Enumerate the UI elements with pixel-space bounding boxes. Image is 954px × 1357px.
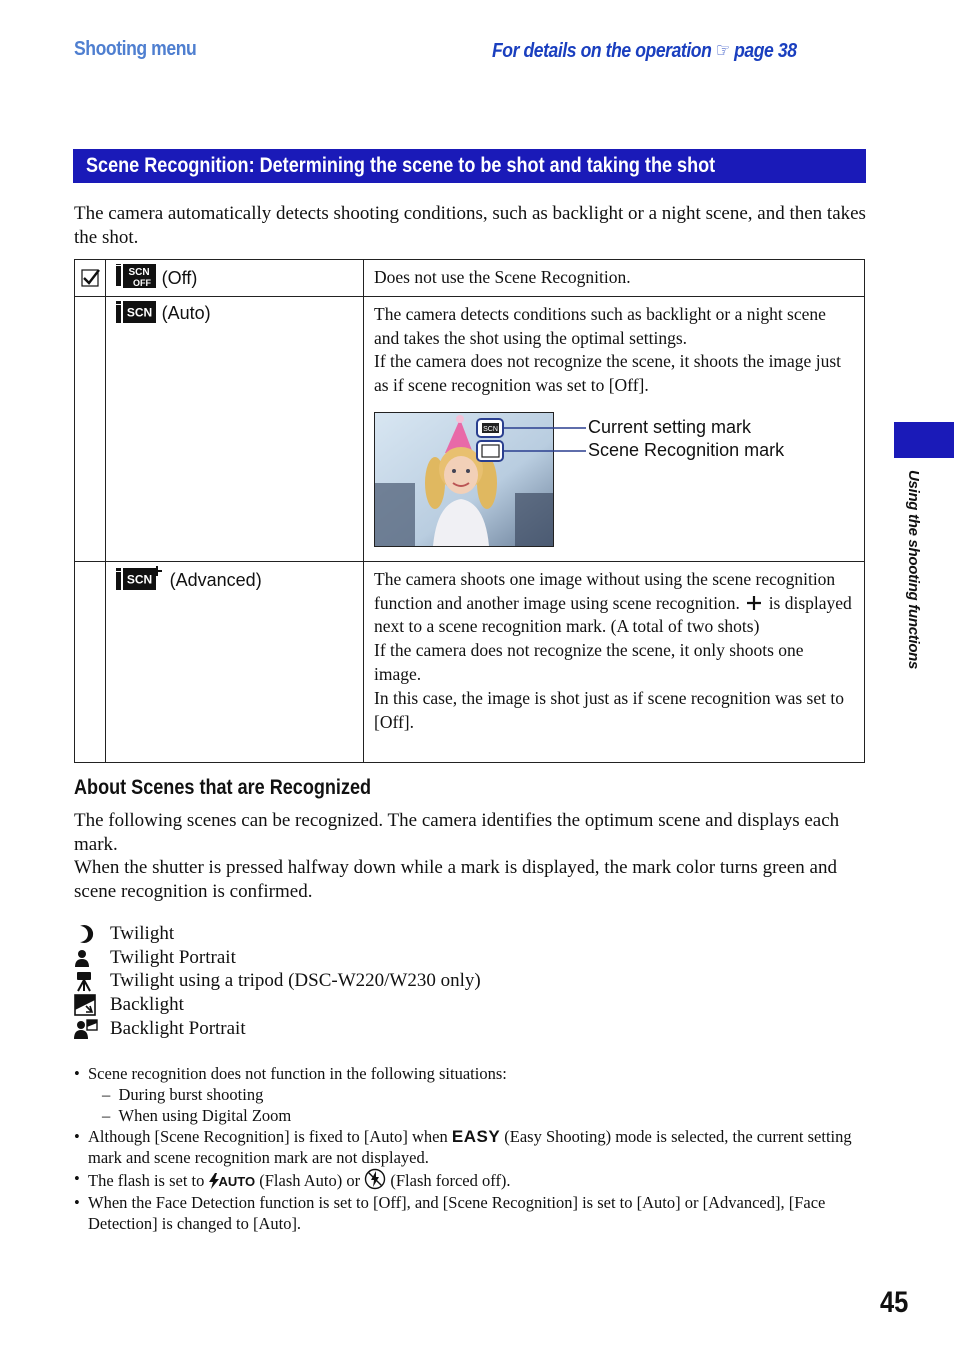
option-desc-auto: The camera detects conditions such as backlight or a night scene and takes the shot using the optimal settings. If the camera does not recognize the scene, it shoots the image just as if scene recognition was set to [Off]. SCN Current setting mark Scene Recognition mark xyxy=(364,296,865,561)
easy-mode-icon: EASY xyxy=(451,1127,501,1146)
list-item: Backlight xyxy=(74,993,481,1017)
option-name-auto: SCN (Auto) xyxy=(105,296,363,561)
option-name-off: SCN OFF (Off) xyxy=(105,260,363,297)
list-item: Twilight xyxy=(74,922,481,946)
note-sub-item: – When using Digital Zoom xyxy=(102,1106,292,1125)
sidebar-tab-marker xyxy=(894,422,954,458)
scene-recognition-mark-label: Scene Recognition mark xyxy=(588,439,785,460)
plus-icon xyxy=(744,595,764,611)
note-1: • Scene recognition does not function in the following situations: – During burst shooting – When using Digital Zoom xyxy=(74,1063,874,1126)
backlight-portrait-icon xyxy=(74,1018,98,1040)
note-4: • When the Face Detection function is set to [Off], and [Scene Recognition] is set to [Auto] or [Advanced], [Face Detection] is changed to [Auto]. xyxy=(74,1193,826,1233)
iscn-off-icon xyxy=(116,264,156,288)
operation-reference[interactable]: For details on the operation ☞ page 38 xyxy=(492,40,797,62)
svg-text:SCN: SCN xyxy=(483,425,498,433)
about-scenes-text: The following scenes can be recognized. The camera identifies the optimum scene and displays each mark. When the shutter is pressed halfway down while a mark is displayed, the mark color turns green and scene recognition is confirmed. xyxy=(74,810,840,903)
twilight-portrait-icon xyxy=(74,948,98,968)
svg-text:OFF: OFF xyxy=(132,278,151,288)
example-screen xyxy=(374,412,854,552)
flash-off-icon xyxy=(364,1168,386,1190)
option-row-auto xyxy=(75,296,865,561)
current-setting-mark-label: Current setting mark xyxy=(588,416,752,437)
options-table xyxy=(74,259,865,763)
option-desc-off: Does not use the Scene Recognition. xyxy=(364,260,865,297)
iscn-icon xyxy=(116,301,156,323)
list-item: Twilight Portrait xyxy=(74,946,481,970)
option-row-advanced xyxy=(75,561,865,762)
note-3: • The flash is set to AUTO (Flash Auto) or (Flash forced off). xyxy=(74,1169,511,1190)
flash-auto-icon: AUTO xyxy=(209,1174,256,1189)
note-sub-item: – During burst shooting xyxy=(102,1085,264,1104)
sidebar-chapter-label: Using the shooting functions xyxy=(905,470,922,670)
option-desc-advanced: The camera shoots one image without using the scene recognition function and another image using scene recognition. is displayed next to a scene recognition mark. (A total of two shots) If the camera does not recognize the scene, it only shoots one image. In this case, the image is shot just as if scene recognition was set to [Off]. xyxy=(364,561,865,762)
default-check-cell xyxy=(75,260,106,297)
section-title: Shooting menu xyxy=(74,38,197,60)
notes xyxy=(74,1063,874,1234)
svg-text:SCN: SCN xyxy=(126,305,152,320)
tripod-icon xyxy=(74,970,98,992)
scene-list xyxy=(74,922,481,1040)
svg-text:SCN: SCN xyxy=(126,572,152,587)
moon-icon xyxy=(74,924,94,944)
backlight-icon xyxy=(74,994,96,1016)
callout-lines xyxy=(474,417,594,467)
about-scenes-heading: About Scenes that are Recognized xyxy=(74,776,372,799)
check-mark-icon xyxy=(79,267,101,289)
option-name-advanced: SCN (Advanced) xyxy=(105,561,363,762)
list-item: Twilight using a tripod (DSC-W220/W230 only) xyxy=(74,969,481,993)
page-number: 45 xyxy=(880,1286,909,1319)
svg-text:SCN: SCN xyxy=(128,267,150,278)
intro-paragraph: The camera automatically detects shooting conditions, such as backlight or a night scene, and then takes the shot. xyxy=(74,203,866,248)
section-banner: Scene Recognition: Determining the scene to be shot and taking the shot xyxy=(73,149,866,183)
iscn-plus-icon xyxy=(116,566,164,590)
note-2: • Although [Scene Recognition] is fixed to [Auto] when EASY (Easy Shooting) mode is selected, the current setting mark and scene recognition mark are not displayed. xyxy=(74,1127,852,1167)
option-row-off xyxy=(75,260,865,297)
list-item: Backlight Portrait xyxy=(74,1017,481,1041)
